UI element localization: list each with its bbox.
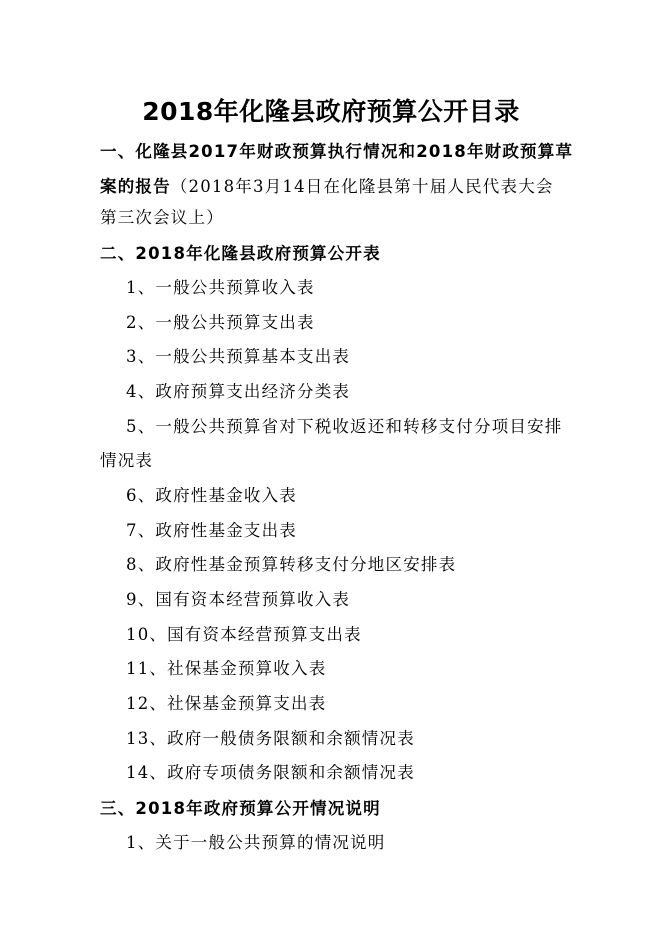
- list-item: 6、政府性基金收入表: [126, 486, 297, 505]
- list-item: 8、政府性基金预算转移支付分地区安排表: [126, 555, 457, 574]
- list-item: 7、政府性基金支出表: [126, 521, 297, 540]
- list-item: 13、政府一般债务限额和余额情况表: [126, 729, 415, 748]
- list-item: 3、一般公共预算基本支出表: [126, 347, 351, 366]
- section-1-heading: 一、化隆县2017年财政预算执行情况和2018年财政预算草: [100, 142, 574, 161]
- list-item: 14、政府专项债务限额和余额情况表: [126, 763, 415, 782]
- list-item-continuation: 情况表: [100, 451, 154, 470]
- section-1-heading-line-2: [100, 172, 570, 202]
- section-1-note: （2018年3月14日在化隆县第十届人民代表大会: [170, 177, 554, 196]
- list-item: 4、政府预算支出经济分类表: [126, 382, 351, 401]
- list-item: 1、一般公共预算收入表: [126, 278, 315, 297]
- list-item: 5、一般公共预算省对下税收返还和转移支付分项目安排: [126, 417, 563, 436]
- section-1-heading-bold: 案的报告: [100, 177, 171, 196]
- section-3-heading: 三、2018年政府预算公开情况说明: [100, 799, 381, 818]
- section-1-note-line-3: 第三次会议上）: [100, 208, 224, 227]
- list-item: 10、国有资本经营预算支出表: [126, 625, 362, 644]
- list-item: 12、社保基金预算支出表: [126, 694, 327, 713]
- list-item: 11、社保基金预算收入表: [126, 659, 327, 678]
- section-2-heading: 二、2018年化隆县政府预算公开表: [100, 244, 381, 263]
- list-item: 2、一般公共预算支出表: [126, 313, 315, 332]
- list-item: 1、关于一般公共预算的情况说明: [126, 833, 386, 852]
- list-item: 9、国有资本经营预算收入表: [126, 590, 351, 609]
- page-title: 2018年化隆县政府预算公开目录: [142, 97, 520, 126]
